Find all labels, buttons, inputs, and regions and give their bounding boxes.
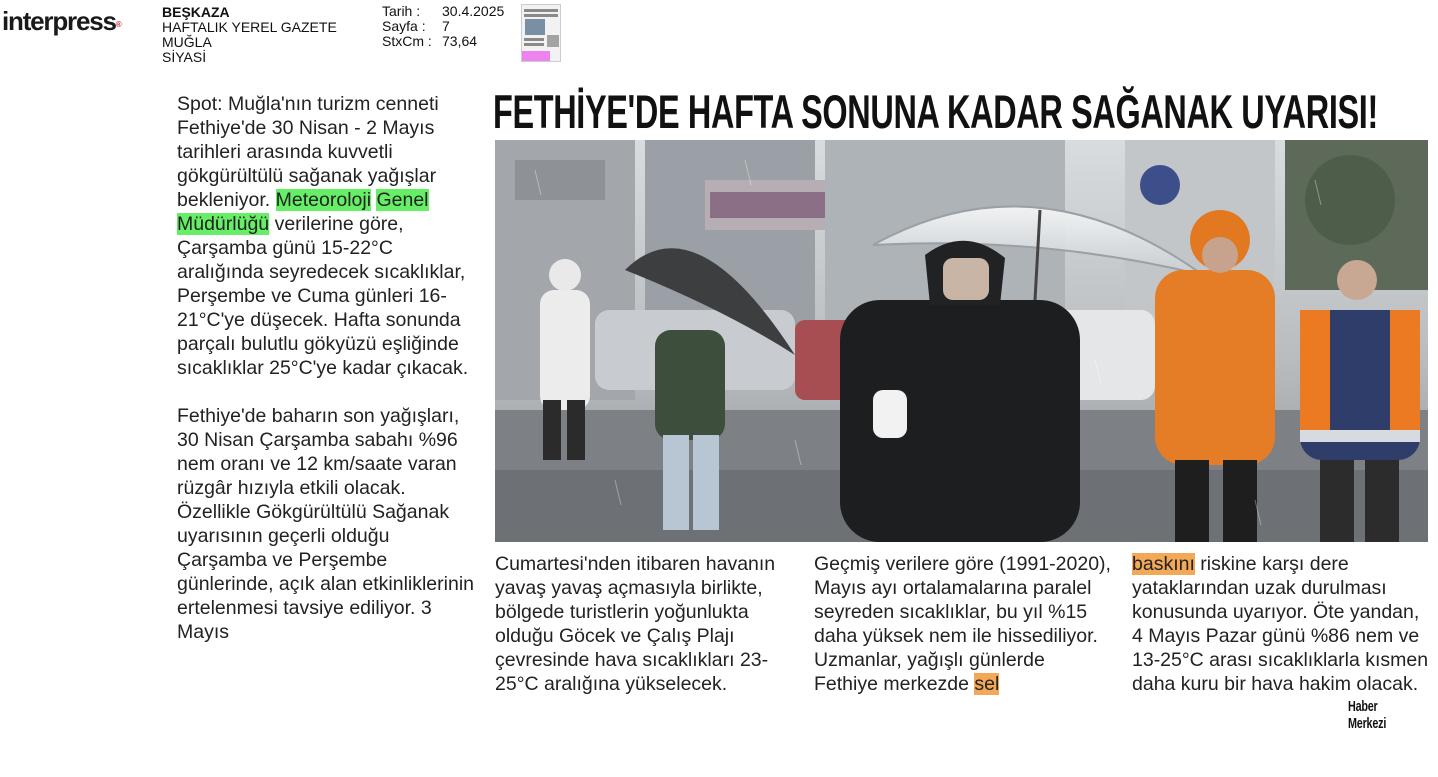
date-label: Tarih : [382, 3, 421, 19]
highlight-mudurlugu: Müdürlüğü [177, 213, 270, 235]
highlight-genel: Genel [376, 189, 429, 211]
paragraph-2: Fethiye'de baharın son yağışları, 30 Nisan Çarşamba sabahı %96 nem oranı ve 12 km/saate varan rüzgâr hızıyla etkili olacak. Özellikle Gökgürültülü Sağanak uyarısının geçerli olduğu Çarşamba ve Perşembe günlerinde, açık alan etkinliklerinin ertelenmesi tavsiye ediliyor. 3 Mayıs [177, 405, 475, 643]
spot-text-continued: verilerine göre, Çarşamba günü 15-22°C aralığında seyredecek sıcaklıklar, Perşembe ve Cuma günleri 16-21°C'ye düşecek. Hafta sonunda parçalı bulutlu gökyüzü eşliğinde sıcaklıklar 25°C'ye kadar çıkacak. [177, 213, 469, 379]
registered-mark-icon: ® [115, 20, 121, 29]
publication-type: HAFTALIK YEREL GAZETE [162, 19, 337, 35]
page-label: Sayfa : [382, 18, 426, 34]
highlight-sel: sel [974, 673, 1000, 695]
article-column-2: Cumartesi'nden itibaren havanın yavaş yavaş açmasıyla birlikte, bölgede turistlerin yoğunlukta olduğu Göcek ve Çalış Plajı çevresinde hava sıcaklıkları 23-25°C aralığına yükselecek. [495, 553, 776, 695]
publication-city: MUĞLA [162, 34, 212, 50]
highlight-meteoroloji: Meteoroloji [275, 189, 372, 211]
date-value: 30.4.2025 [442, 3, 505, 19]
highlight-baskini: baskını [1132, 553, 1195, 575]
article-column-4 [1132, 552, 1432, 696]
page-thumbnail[interactable] [521, 4, 561, 62]
spot-text: Spot: Muğla'nın turizm cenneti Fethiye'de 30 Nisan - 2 Mayıs tarihleri arasında kuvvetli gökgürültülü sağanak yağışlar bekleniyor. [177, 93, 439, 211]
clip-marker [522, 51, 550, 61]
article-headline: FETHİYE'DE HAFTA SONUNA KADAR SAĞANAK UYARISI! [493, 85, 1378, 138]
publication-name: BEŞKAZA [162, 4, 230, 20]
stxcm-label: StxCm : [382, 33, 432, 49]
article-photo [495, 140, 1428, 542]
publication-category: SİYASİ [162, 49, 207, 65]
publication-info [162, 5, 337, 65]
column-4-text: riskine karşı dere yataklarından uzak durulması konusunda uyarıyor. Öte yandan, 4 Mayıs Pazar günü %86 nem ve 13-25°C arası sıcaklıklarla kısmen daha kuru bir hava hakim olacak. [1132, 553, 1429, 695]
article-column-3 [814, 552, 1114, 696]
article-column-1 [177, 92, 477, 644]
page-value: 7 [442, 18, 450, 34]
clip-metadata [382, 4, 504, 49]
interpress-logo: interpress® [2, 6, 121, 36]
column-3-text: Geçmiş verilere göre (1991-2020), Mayıs ayı ortalamalarına paralel seyreden sıcaklıklar, bu yıl %15 daha yüksek nem ile hissediliyor. Uzmanlar, yağışlı günlerde Fethiye merkezde [814, 553, 1111, 695]
stxcm-value: 73,64 [442, 33, 478, 49]
author-signature: Haber Merkezi [1348, 698, 1387, 732]
